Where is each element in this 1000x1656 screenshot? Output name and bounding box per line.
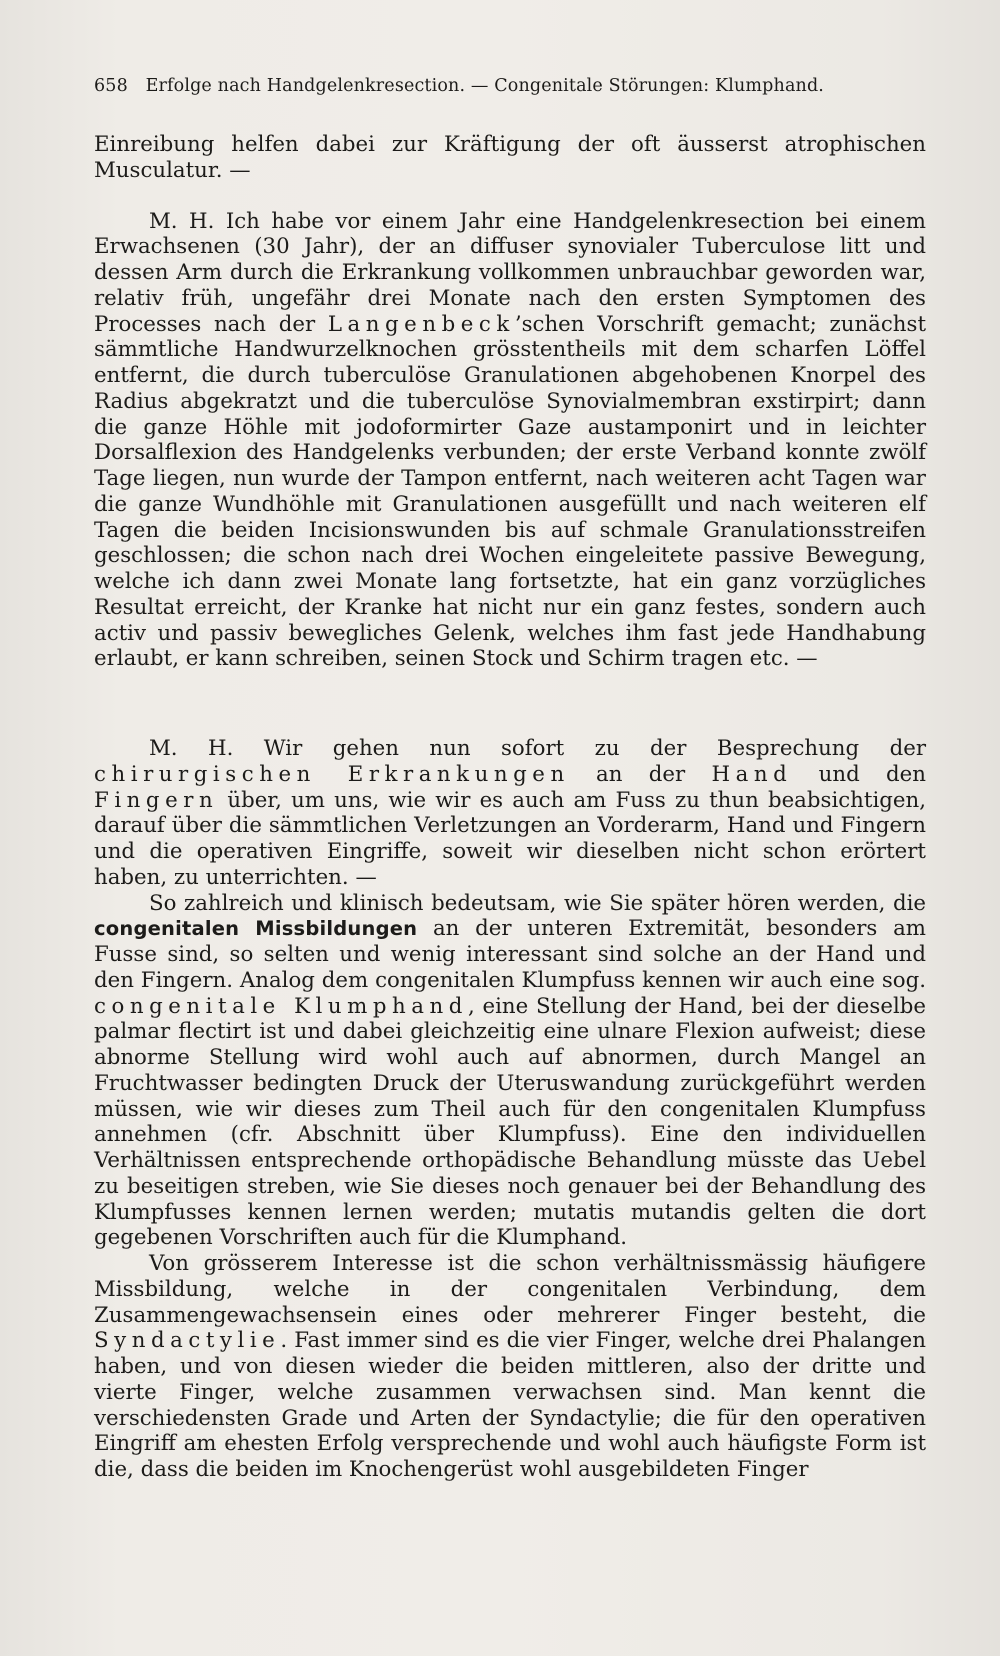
spaced-term: congenitale Klumphand — [94, 993, 468, 1019]
text-run: , eine Stellung der Hand, bei der dieselbe palmar flectirt ist und dabei gleichzeitig eine ulnare Flexion aufweist; diese abnorme Stellung wird wohl auch auf abnormen, durch Mangel an Fruchtwasser bedingten Druck der Uteruswandung zurückgeführt werden müssen, wie wir dieses zum Theil auch für den congenitalen Klumpfuss annehmen (cfr. Abschnitt über Klumpfuss). Eine den individuellen Verhältnissen entsprechende orthopädische Behandlung müsste das Uebel zu beseitigen streben, wie Sie dieses noch genauer bei der Behandlung des Klumpfusses kennen lernen werden; mutatis mutandis gelten die dort gegebenen Vorschriften auch für die Klumphand. — [94, 993, 926, 1251]
text-run: M. H. Wir gehen nun sofort zu der Besprechung der — [149, 736, 926, 761]
paragraph-congenital-malformations — [94, 891, 926, 1252]
text-run: und den — [792, 761, 926, 787]
running-title: Erfolge nach Handgelenkresection. — Congenitale Störungen: Klumphand. — [145, 76, 825, 96]
paragraph-atrophy-end — [94, 132, 926, 184]
text-run: M. H. Ich habe vor einem Jahr eine Handgelenkresection bei einem Erwachsenen (30 Jahr), der an diffuser synovialer Tuberculose litt und dessen Arm durch die Erkrankung vollkommen unbrauchbar geworden war, relativ früh, ungefähr drei Monate nach den ersten Symptomen des Processes nach der — [94, 208, 926, 337]
spaced-term: Fingern — [94, 787, 219, 813]
text-run: über, um uns, wie wir es auch am Fuss zu thun beabsichtigen, darauf über die sämmtlichen Verletzungen an Vorderarm, Hand und Fingern und die operativen Eingriffe, soweit wir dieselben nicht schon erörtert haben, zu unterrichten. — — [94, 787, 926, 890]
spaced-term: Syndactylie — [94, 1328, 281, 1354]
spaced-term: Langenbeck — [327, 311, 515, 337]
text-run: Von grösserem Interesse ist die schon verhältnissmässig häufigere Missbildung, welche in der congenitalen Verbindung, dem Zusammengewachsensein eines oder mehrerer Finger besteht, die — [94, 1251, 926, 1328]
body-text — [94, 132, 926, 1483]
text-run: ’schen Vorschrift gemacht; zunächst sämmtliche Handwurzelknochen grösstentheils mit dem scharfen Löffel entfernt, die durch tuberculöse Granulationen abgehobenen Knorpel des Radius abgekratzt und die tuberculöse Synovialmembran exstirpirt; dann die ganze Höhle mit jodoformirter Gaze austamponirt und in leichter Dorsalflexion des Handgelenks verbunden; der erste Verband konnte zwölf Tage liegen, nun wurde der Tampon entfernt, nach weiteren acht Tagen war die ganze Wundhöhle mit Granulationen ausgefüllt und nach weiteren elf Tagen die beiden Incisionswunden bis auf schmale Granulationsstreifen geschlossen; die schon nach drei Wochen eingeleitete passive Bewegung, welche ich dann zwei Monate lang fortsetzte, hat ein ganz vorzügliches Resultat erreicht, der Kranke hat nicht nur ein ganz festes, sondern auch activ und passiv bewegliches Gelenk, welches ihm fast jede Handhabung erlaubt, er kann schreiben, seinen Stock und Schirm tragen etc. — — [94, 311, 926, 672]
text-run: So zahlreich und klinisch bedeutsam, wie Sie später hören werden, die — [149, 890, 926, 916]
bold-term: congenitalen Missbildungen — [94, 917, 418, 941]
spaced-term: Hand — [711, 761, 793, 787]
running-head — [94, 74, 926, 98]
page-number: 658 — [94, 76, 128, 96]
text-run: . Fast immer sind es die vier Finger, welche drei Phalangen haben, und von diesen wieder die beiden mittleren, also der dritte und vierte Finger, welche zusammen verwachsen sind. Man kennt die verschiedensten Grade und Arten der Syndactylie; die für den operativen Eingriff am ehesten Erfolg versprechende und wohl auch häufigste Form ist die, dass die beiden im Knochengerüst wohl ausgebildeten Finger — [94, 1328, 926, 1482]
paragraph-syndactyly — [94, 1251, 926, 1483]
paragraph-case-report — [94, 209, 926, 673]
spaced-term: chirurgischen Erkrankungen — [94, 761, 570, 787]
paragraph-hand-surgery-intro — [94, 736, 926, 891]
text-run: an der — [569, 761, 712, 787]
text-run: an der unteren Extremität, besonders am Fusse sind, so selten und wenig interessant sind solche an der Hand und den Fingern. Analog dem congenitalen Klumpfuss kennen wir auch eine sog. — [94, 916, 926, 993]
text-run: Einreibung helfen dabei zur Kräftigung der oft äusserst atrophischen Musculatur. — — [94, 132, 926, 183]
